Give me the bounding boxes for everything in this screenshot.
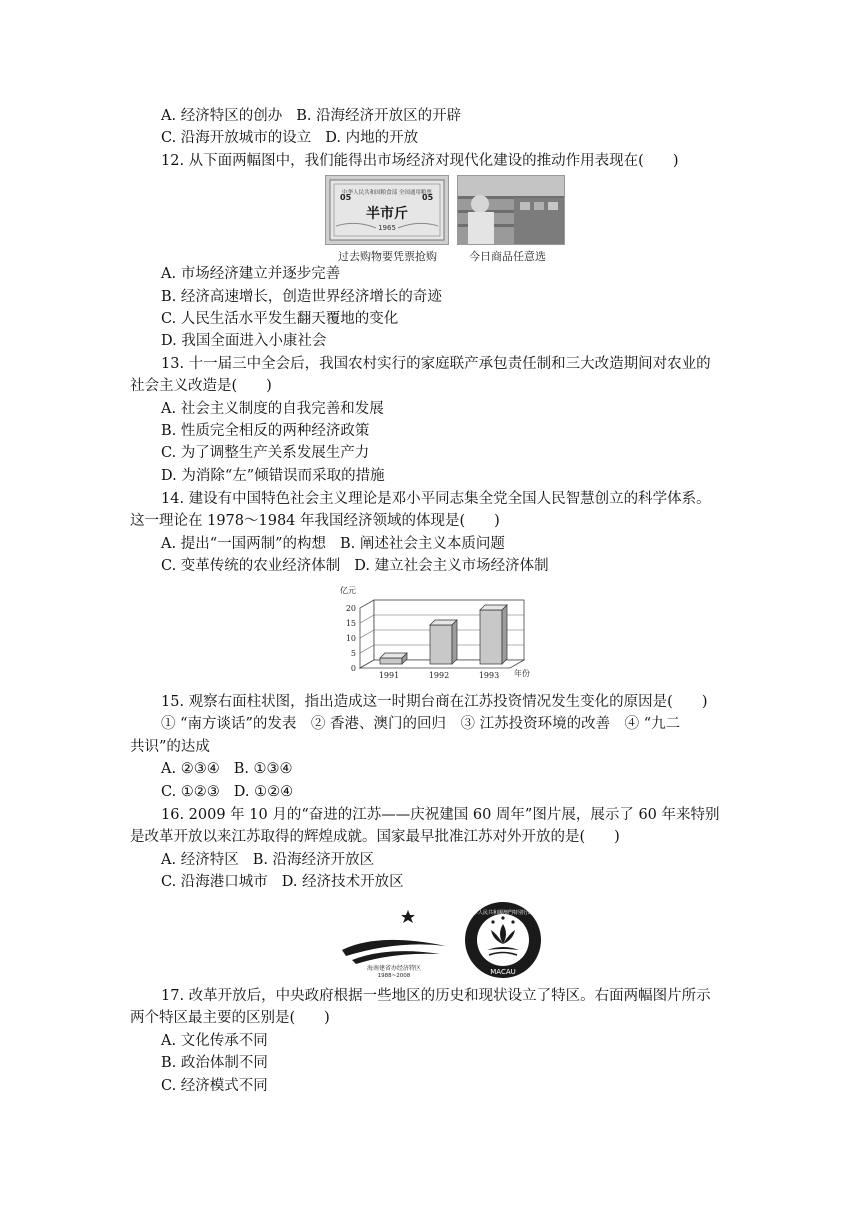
- bar-front: [430, 625, 452, 664]
- q14-options-row1: [161, 534, 505, 554]
- q13-option-c: C. 为了调整生产关系发展生产力: [161, 445, 370, 461]
- q11-option-d: D. 内地的开放: [325, 130, 419, 146]
- q12-option-a: A. 市场经济建立并逐步完善: [161, 266, 341, 282]
- x-tick-label: 1991: [378, 671, 400, 680]
- q13-stem-line1: 13. 十一届三中全会后，我国农村实行的家庭联产承包责任制和三大改造期间对农业的: [161, 356, 711, 372]
- x-tick-label: 1992: [428, 671, 450, 680]
- macau-emblem: [463, 900, 543, 980]
- q14-stem-line2: 这一理论在 1978～1984 年我国经济领域的体现是( ): [130, 513, 500, 529]
- y-tick-label: 0: [350, 664, 356, 673]
- macau-ring-text: 中華人民共和國澳門特別行政區: [467, 910, 539, 916]
- q17-stem-line1: 17. 改革开放后，中央政府根据一些地区的历史和现状设立了特区。右面两幅图片所示: [161, 988, 711, 1004]
- hainan-logo-years: 1988~2008: [377, 973, 411, 978]
- q14-option-b: B. 阐述社会主义本质问题: [340, 536, 505, 552]
- coupon-year: 1965: [378, 224, 396, 232]
- y-tick-label: 15: [345, 619, 356, 628]
- q11-option-c: C. 沿海开放城市的设立: [161, 130, 312, 146]
- q12-option-d: D. 我国全面进入小康社会: [161, 333, 327, 349]
- q11-options-row1: [161, 106, 461, 126]
- q11-option-b: B. 沿海经济开放区的开辟: [296, 108, 462, 124]
- x-tick-label: 1993: [478, 671, 500, 680]
- q15-stem: 15. 观察右面柱状图，指出造成这一时期台商在江苏投资情况发生变化的原因是( ): [161, 694, 708, 710]
- q14-options-row2: [161, 556, 549, 576]
- q16-option-b: B. 沿海经济开放区: [252, 852, 375, 868]
- q11-option-a: A. 经济特区的创办: [161, 108, 283, 124]
- hainan-logo-text: 海南建省办经济特区: [366, 965, 422, 972]
- q13-option-b: B. 性质完全相反的两种经济政策: [161, 423, 370, 439]
- investment-bar-chart: [330, 584, 545, 686]
- q11-options-row2: [161, 128, 418, 148]
- q15-option-c: C. ①②③: [161, 784, 220, 800]
- coupon-main-text: 半市斤: [366, 206, 408, 222]
- y-tick-label: 20: [345, 604, 356, 613]
- q13-option-a: A. 社会主义制度的自我完善和发展: [161, 401, 384, 417]
- q15-items-line2: 共识”的达成: [130, 739, 210, 755]
- wave-stroke-icon-2: [352, 951, 440, 964]
- q15-options-row1: [161, 759, 293, 779]
- q16-options-row1: [161, 850, 374, 870]
- q16-options-row2: [161, 872, 404, 892]
- q16-option-a: A. 经济特区: [161, 852, 239, 868]
- star-icon: [401, 910, 415, 923]
- caption-ration-coupon: 过去购物要凭票抢购: [338, 250, 437, 263]
- coupon-header: 中华人民共和国粮食部 全国通用粮票: [342, 190, 432, 196]
- q14-option-a: A. 提出“一国两制”的构想: [161, 536, 327, 552]
- q16-option-c: C. 沿海港口城市: [161, 874, 268, 890]
- hainan-sez-logo: [338, 906, 450, 978]
- coupon-denom-left: 05: [340, 193, 352, 202]
- y-axis-label: 亿元: [340, 586, 356, 595]
- q17-option-c: C. 经济模式不同: [161, 1078, 268, 1094]
- q16-option-d: D. 经济技术开放区: [281, 874, 404, 890]
- bar-side: [452, 620, 457, 664]
- y-tick-label: 5: [350, 649, 356, 658]
- q16-stem-line2: 是改革开放以来江苏取得的辉煌成就。国家最早批准江苏对外开放的是( ): [130, 829, 620, 845]
- q15-option-d: D. ①②④: [233, 784, 294, 800]
- q17-option-b: B. 政治体制不同: [161, 1055, 268, 1071]
- q17-stem-line2: 两个特区最主要的区别是( ): [130, 1010, 330, 1026]
- q15-options-row2: [161, 782, 293, 802]
- caption-shopping: 今日商品任意选: [469, 250, 546, 263]
- shopping-photo: [457, 175, 565, 245]
- ration-coupon-graphic: [326, 176, 448, 244]
- q15-option-b: B. ①③④: [233, 761, 293, 777]
- shopping-photo-graphic: [458, 176, 564, 244]
- chart-bar: [380, 653, 407, 664]
- q15-items-line1: ① “南方谈话”的发表 ② 香港、澳门的回归 ③ 江苏投资环境的改善 ④ “九二: [161, 716, 681, 732]
- macau-label: MACAU: [490, 968, 516, 976]
- x-axis-label: 年份: [514, 669, 530, 678]
- y-tick-label: 10: [345, 634, 356, 643]
- q13-stem-line2: 社会主义改造是( ): [130, 378, 272, 394]
- q14-option-c: C. 变革传统的农业经济体制: [161, 558, 341, 574]
- q14-stem-line1: 14. 建设有中国特色社会主义理论是邓小平同志集全党全国人民智慧创立的科学体系。: [161, 491, 711, 507]
- bar-side: [502, 605, 507, 664]
- q12-option-c: C. 人民生活水平发生翻天覆地的变化: [161, 311, 399, 327]
- q15-option-a: A. ②③④: [161, 761, 220, 777]
- chart-bar: [480, 605, 507, 664]
- q12-option-b: B. 经济高速增长，创造世界经济增长的奇迹: [161, 289, 442, 305]
- q16-stem-line1: 16. 2009 年 10 月的“奋进的江苏——庆祝建国 60 周年”图片展，展示了 60 年来特别: [161, 807, 720, 823]
- q17-option-a: A. 文化传承不同: [161, 1033, 268, 1049]
- bar-front: [480, 610, 502, 664]
- q13-option-d: D. 为消除“左”倾错误而采取的措施: [161, 468, 385, 484]
- coupon-denom-right: 05: [422, 193, 434, 202]
- chart-bar: [430, 620, 457, 664]
- q14-option-d: D. 建立社会主义市场经济体制: [354, 558, 549, 574]
- q12-stem: 12. 从下面两幅图中，我们能得出市场经济对现代化建设的推动作用表现在( ): [161, 153, 679, 169]
- bar-front: [380, 658, 402, 664]
- ration-coupon-image: [325, 175, 449, 245]
